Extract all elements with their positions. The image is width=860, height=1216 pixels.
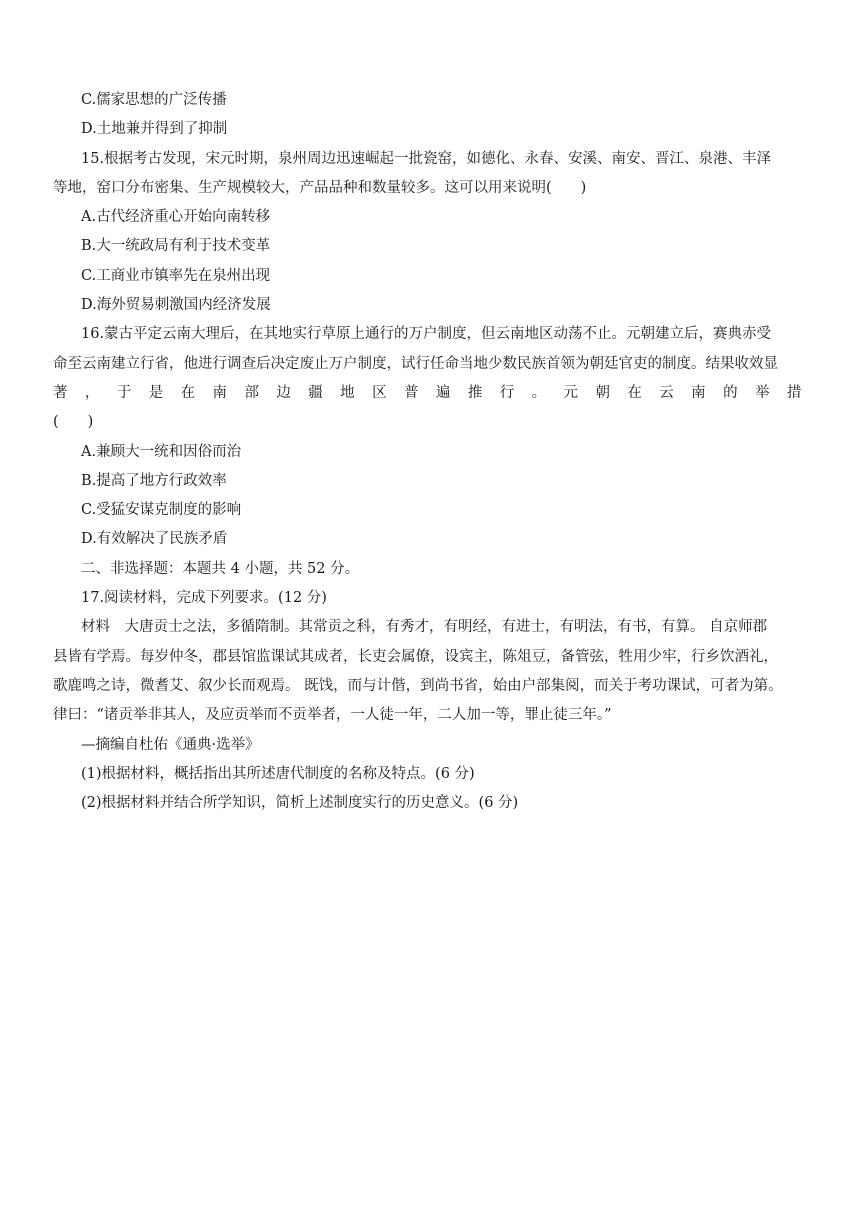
- q17-stem: 17.阅读材料，完成下列要求。(12 分): [81, 590, 327, 607]
- q16-stem-line2: 命至云南建立行省，他进行调查后决定废止万户制度，试行任命当地少数民族首领为朝廷官吏的制度。结果收效显: [53, 355, 778, 372]
- q16-option-b: B.提高了地方行政效率: [81, 472, 227, 489]
- q16-option-a: A.兼顾大一统和因俗而治: [81, 443, 242, 460]
- q15-stem: [53, 145, 809, 204]
- q17-material-line1: 材料 大唐贡士之法，多循隋制。其常贡之科，有秀才，有明经，有进士，有明法，有书，有算。 自京师郡: [81, 619, 768, 636]
- q17-material-line3: 歌鹿鸣之诗，微耆艾、叙少长而观焉。 既饯，而与计偕，到尚书省，始由户部集阅，而关于考功课试，可者为第。: [53, 677, 783, 694]
- q17-source: —摘编自杜佑《通典·选举》: [81, 736, 260, 753]
- q14-option-c: C.儒家思想的广泛传播: [81, 92, 227, 108]
- q15-option-b: B.大一统政局有利于技术变革: [81, 238, 271, 255]
- q15-stem-line2: 等地，窑口分布密集、生产规模较大，产品品种和数量较多。这可以用来说明( ): [53, 179, 587, 196]
- q17-material-line2: 县皆有学焉。每岁仲冬，郡县馆监课试其成者，长吏会属僚，设宾主，陈俎豆，备管弦，牲用少牢，行乡饮酒礼，: [53, 648, 778, 665]
- q14-option-d: D.土地兼并得到了抑制: [81, 121, 228, 138]
- section2-heading: 二、非选择题：本题共 4 小题，共 52 分。: [81, 560, 360, 577]
- q16-option-c: C.受猛安谋克制度的影响: [81, 502, 242, 519]
- q17-material-line4: 律曰：“诸贡举非其人，及应贡举而不贡举者，一人徒一年，二人加一等，罪止徒三年。”: [53, 707, 612, 724]
- q16-stem-line1: 16.蒙古平定云南大理后，在其地实行草原上通行的万户制度，但云南地区动荡不止。元朝建立后，赛典赤受: [81, 326, 772, 343]
- exam-page: [53, 86, 809, 818]
- q17-sub2: (2)根据材料并结合所学知识，简析上述制度实行的历史意义。(6 分): [81, 795, 519, 812]
- q17-sub1: (1)根据材料，概括指出其所述唐代制度的名称及特点。(6 分): [81, 765, 475, 782]
- q16-option-d: D.有效解决了民族矛盾: [81, 531, 228, 548]
- q15-option-d: D.海外贸易刺激国内经济发展: [81, 297, 271, 314]
- q15-option-c: C.工商业市镇率先在泉州出现: [81, 267, 271, 284]
- q16-stem-line3: 著 ， 于 是 在 南 部 边 疆 地 区 普 遍 推 行 。 元 朝 在 云 南 的 举 措: [53, 384, 808, 401]
- q16-stem-line4: ( ): [53, 414, 94, 431]
- q15-option-a: A.古代经济重心开始向南转移: [81, 209, 271, 226]
- q17-material: [53, 613, 809, 730]
- q16-stem: [53, 320, 809, 437]
- q15-stem-line1: 15.根据考古发现，宋元时期，泉州周边迅速崛起一批瓷窑，如德化、永春、安溪、南安、晋江、泉港、丰泽: [81, 150, 772, 167]
